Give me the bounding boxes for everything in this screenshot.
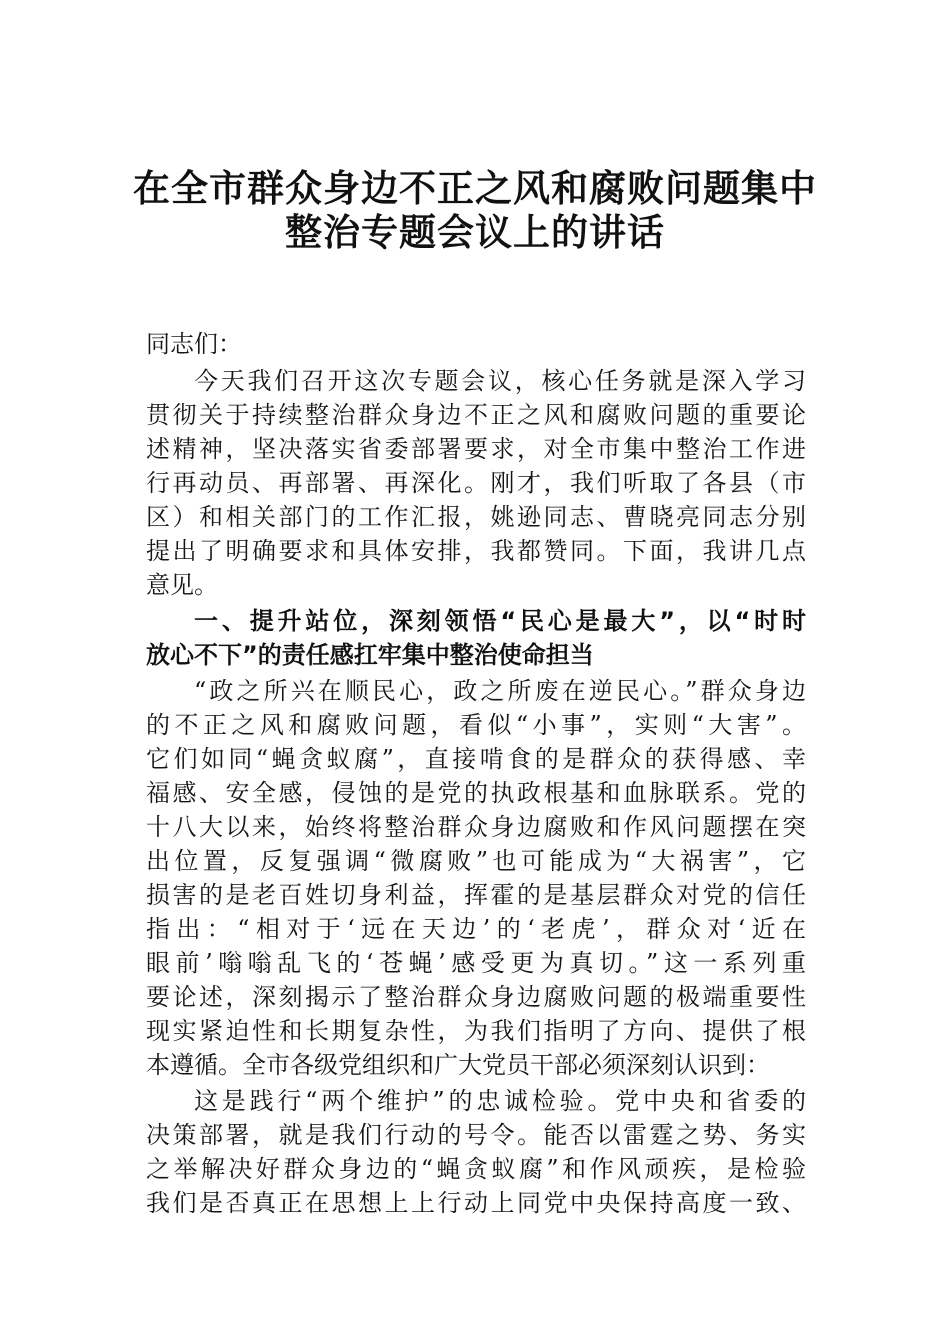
paragraph-1-line: 提出了明确要求和具体安排，我都赞同。下面，我讲几点 xyxy=(146,537,806,565)
document-title-line-2: 整治专题会议上的讲话 xyxy=(285,210,665,254)
section-heading-line: 一、提升站位，深刻领悟“民心是最大”，以“时时 xyxy=(194,607,806,635)
paragraph-2-line: “政之所兴在顺民心，政之所废在逆民心。”群众身边 xyxy=(194,677,806,705)
salutation: 同志们： xyxy=(146,330,242,358)
paragraph-1-line: 述精神，坚决落实省委部署要求，对全市集中整治工作进 xyxy=(146,435,806,463)
paragraph-1-line: 区）和相关部门的工作汇报，姚逊同志、曹晓亮同志分别 xyxy=(146,503,806,531)
paragraph-2-line: 它们如同“蝇贪蚁腐”，直接啃食的是群众的获得感、幸 xyxy=(146,745,806,773)
paragraph-1-line: 行再动员、再部署、再深化。刚才，我们听取了各县（市 xyxy=(146,469,806,497)
paragraph-2-line: 十八大以来，始终将整治群众身边腐败和作风问题摆在突 xyxy=(146,813,806,841)
paragraph-2-line: 本遵循。全市各级党组织和广大党员干部必须深刻认识到： xyxy=(146,1051,770,1079)
paragraph-2-line: 现实紧迫性和长期复杂性，为我们指明了方向、提供了根 xyxy=(146,1017,806,1045)
paragraph-3-line: 决策部署，就是我们行动的号令。能否以雷霆之势、务实 xyxy=(146,1121,806,1149)
paragraph-2-line: 损害的是老百姓切身利益，挥霍的是基层群众对党的信任 xyxy=(146,881,806,909)
paragraph-3-line: 之举解决好群众身边的“蝇贪蚁腐”和作风顽疾，是检验 xyxy=(146,1155,806,1183)
paragraph-2-line: 的不正之风和腐败问题，看似“小事”，实则“大害”。 xyxy=(146,711,806,739)
paragraph-1-line: 意见。 xyxy=(146,571,218,599)
paragraph-3-line: 这是践行“两个维护”的忠诚检验。党中央和省委的 xyxy=(194,1087,806,1115)
paragraph-2-line: 眼前’嗡嗡乱飞的‘苍蝇’感受更为真切。”这一系列重 xyxy=(146,949,806,977)
paragraph-3-line: 我们是否真正在思想上上行动上同党中央保持高度一致、 xyxy=(146,1189,806,1217)
document-title-line-1: 在全市群众身边不正之风和腐败问题集中 xyxy=(133,166,817,210)
paragraph-2-line: 要论述，深刻揭示了整治群众身边腐败问题的极端重要性 xyxy=(146,983,806,1011)
section-heading-line: 放心不下”的责任感扛牢集中整治使命担当 xyxy=(146,641,594,669)
paragraph-2-line: 福感、安全感，侵蚀的是党的执政根基和血脉联系。党的 xyxy=(146,779,806,807)
paragraph-1-line: 今天我们召开这次专题会议，核心任务就是深入学习 xyxy=(194,367,806,395)
paragraph-2-line: 出位置，反复强调“微腐败”也可能成为“大祸害”，它 xyxy=(146,847,806,875)
paragraph-1-line: 贯彻关于持续整治群众身边不正之风和腐败问题的重要论 xyxy=(146,401,806,429)
paragraph-2-line: 指出：“相对于‘远在天边’的‘老虎’，群众对‘近在 xyxy=(146,915,806,943)
